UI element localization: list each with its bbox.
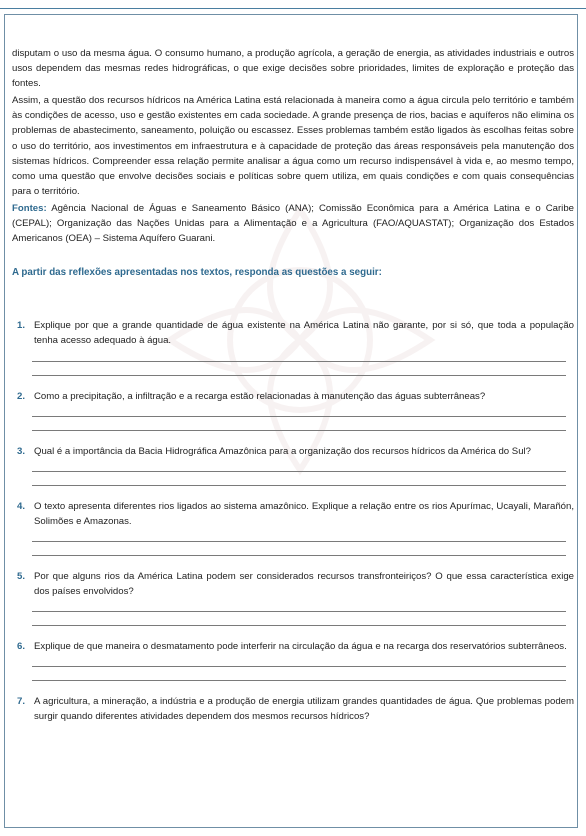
question-6	[12, 639, 574, 681]
top-rule	[0, 8, 586, 9]
answer-lines[interactable]	[32, 611, 574, 626]
question-5	[12, 569, 574, 626]
answer-lines[interactable]	[32, 471, 574, 486]
question-number: 3.	[17, 445, 26, 457]
question-2	[12, 389, 574, 431]
paragraph-1: disputam o uso da mesma água. O consumo humano, a produção agrícola, a geração de energia, as atividades industriais e outros usos dependem das mesmas redes hidrográficas, o que exige decisões sobre prioridades, limites de exploração e proteção das fontes.	[12, 48, 574, 90]
question-number: 2.	[17, 390, 26, 402]
sources-text: Agência Nacional de Águas e Saneamento Básico (ANA); Comissão Econômica para a América Latina e o Caribe (CEPAL); Organização das Nações Unidas para a Alimentação e a Agricultura (FAO/AQUASTAT); Organização dos Estados Americanos (OEA) – Sistema Aquífero Guarani.	[12, 202, 574, 245]
question-text: Por que alguns rios da América Latina podem ser considerados recursos transfronteiriços? O que essa característica exige dos países envolvidos?	[34, 570, 574, 597]
question-text: O texto apresenta diferentes rios ligados ao sistema amazônico. Explique a relação entre os rios Apurímac, Ucayali, Marañón, Solimões e Amazonas.	[34, 500, 574, 527]
paragraph-2: Assim, a questão dos recursos hídricos na América Latina está relacionada à maneira como a água circula pelo território e também às condições de acesso, uso e gestão existentes em cada sociedade. A grande presença de rios, bacias e aquíferos não elimina os problemas de abastecimento, saneamento, poluição ou escassez. Esses problemas também estão ligados às escolhas feitas sobre o uso do território, aos investimentos em infraestrutura e à capacidade de proteção das áreas responsáveis pela manutenção dos sistemas hídricos. Compreender essa relação permite analisar a água como um recurso indispensável à vida e, ao mesmo tempo, como uma questão que envolve decisões sociais e políticas sobre quem utiliza, em quais condições e com quais consequências para o território.	[12, 95, 574, 197]
question-number: 5.	[17, 570, 26, 582]
answer-lines[interactable]	[32, 416, 574, 431]
question-4	[12, 499, 574, 556]
question-text: Qual é a importância da Bacia Hidrográfica Amazônica para a organização dos recursos hídricos da América do Sul?	[34, 445, 532, 457]
answer-lines[interactable]	[32, 361, 574, 376]
question-number: 1.	[17, 320, 26, 332]
document-body	[12, 46, 574, 728]
question-text: Explique de que maneira o desmatamento pode interferir na circulação da água e na recarga dos reservatórios subterrâneos.	[34, 641, 567, 653]
answer-lines[interactable]	[32, 666, 574, 681]
instruction: A partir das reflexões apresentadas nos textos, responda as questões a seguir:	[12, 267, 382, 279]
sources	[12, 201, 574, 246]
sources-label: Fontes:	[12, 202, 47, 214]
question-number: 6.	[17, 641, 26, 653]
question-7	[12, 694, 574, 724]
question-3	[12, 444, 574, 486]
question-text: Explique por que a grande quantidade de água existente na América Latina não garante, por si só, que toda a população tenha acesso adequado à água.	[34, 320, 574, 347]
question-number: 4.	[17, 500, 26, 512]
question-1	[12, 318, 574, 375]
answer-lines[interactable]	[32, 541, 574, 556]
question-text: Como a precipitação, a infiltração e a recarga estão relacionadas à manutenção das águas subterrâneas?	[34, 390, 486, 402]
question-number: 7.	[17, 696, 26, 708]
question-text: A agricultura, a mineração, a indústria e a produção de energia utilizam grandes quantidades de água. Que problemas podem surgir quando diferentes atividades dependem dos mesmos recursos hídricos?	[34, 696, 574, 723]
